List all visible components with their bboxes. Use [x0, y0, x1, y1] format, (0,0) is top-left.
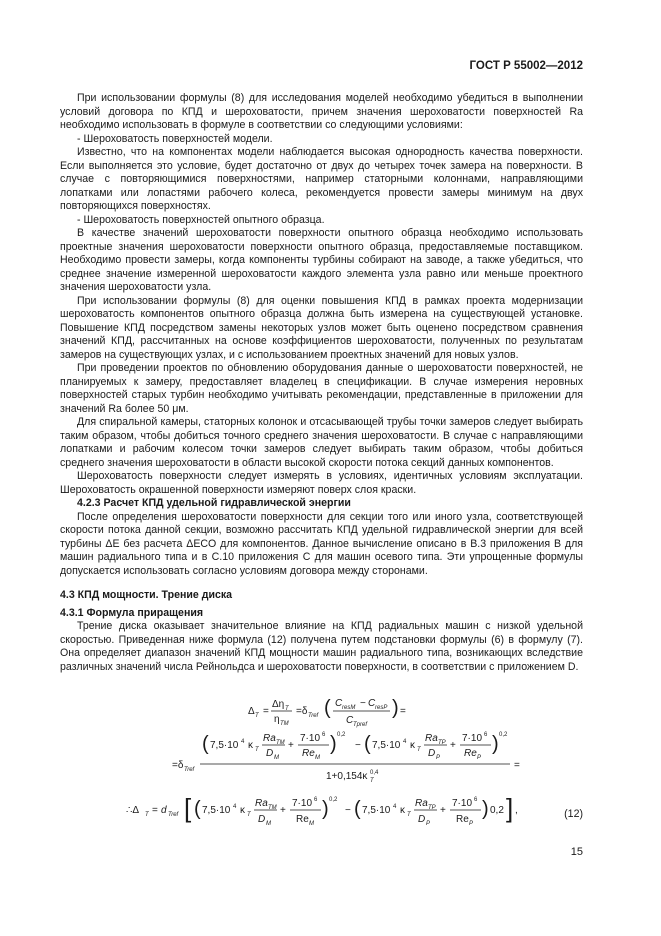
equation-number: (12) — [564, 808, 583, 820]
formula-denominator: 1+0,154κ — [326, 771, 368, 782]
formula-exponent: 6 — [314, 797, 318, 803]
svg-text:Ra: Ra — [255, 798, 268, 809]
formula-exponent: 0,2 — [329, 797, 338, 803]
svg-text:M: M — [274, 755, 279, 761]
svg-text:): ) — [392, 697, 399, 719]
paragraph: В качестве значений шероховатости поверхности опытного образца необходимо использовать проектные значения шероховатости поверхности опытного образца, предоставляемые поставщиком. Необходимо провести замеры, когда компоненты турбины собирают на заводе, а также убедиться, что среднее значение измеренной шероховатости каждого элемента узла равно или меньше проектного значения шероховатости узла. — [60, 227, 583, 293]
svg-text:Re: Re — [456, 814, 469, 825]
svg-text:(: ( — [364, 733, 371, 755]
formula-constant: 7,5·10 — [362, 805, 391, 816]
paragraph: Известно, что на компонентах модели наблюдается высокая однородность качества поверхности. Если выполняется это условие, будет достаточно от двух до четырех точек замера на поверхности. В случае с повторяющимися поверхностями, например статорными колоннами, направляющими лопатками или лопастями рабочего колеса, рекомендуется провести замеры минимум на двух повторяющихся поверхностях. — [60, 146, 583, 212]
formula-exponent: 0,2 — [337, 732, 346, 738]
svg-text:M: M — [309, 821, 314, 827]
paragraph: После определения шероховатости поверхности для секции того или иного узла, соответствующей скорости потока данной секции, возможно рассчитать КПД удельной гидравлической энергии для всей турбины ΔE без расчета ΔECO для компонентов. Данное вычисление описано в В.3 приложения В для машин радиального типа и в С.10 приложения С для машин осевого типа. Эти упрощенные формулы допускается использовать согласно условиям договора между сторонами. — [60, 510, 583, 577]
svg-text:D: D — [418, 814, 426, 825]
section-heading-4-3-1: 4.3.1 Формула приращения — [60, 606, 204, 619]
formula-constant: 7·10 — [300, 733, 321, 744]
svg-text:resP: resP — [375, 705, 388, 711]
svg-text:+: + — [288, 740, 294, 751]
formula-constant: 7,5·10 — [372, 740, 401, 751]
standard-header: ГОСТ Р 55002—2012 — [469, 60, 583, 72]
svg-text:+: + — [440, 805, 446, 816]
svg-text:T: T — [255, 713, 259, 719]
svg-text:−: − — [345, 805, 351, 816]
formula-exponent: 4 — [403, 739, 407, 745]
svg-text:]: ] — [506, 793, 514, 823]
svg-text:D: D — [258, 814, 266, 825]
svg-text:P: P — [426, 821, 431, 827]
paragraph: При использовании формулы (8) для оценки повышения КПД в рамках проекта модернизации шероховатость компонентов опытного образца должна быть измерена на существующей установке. Повышение КПД посредством замены некоторых узлов может быть оценено посредством сравнения значений КПД, рассчитанных на основе коэффициентов шероховатости, полученных по результатам замеров на существующих узлах, и с использованием проектных значений для новых узлов. — [60, 294, 583, 361]
svg-text:+: + — [280, 805, 286, 816]
svg-text:(: ( — [194, 798, 201, 820]
svg-text:Tref: Tref — [184, 767, 195, 773]
paragraph: При проведении проектов по обновлению оборудования данные о шероховатости поверхностей, не планируемых к замеру, предоставляет владелец в спецификации. В случае измерения неровных поверхностей старых турбин необходимо учитывать рекомендации, представленные в приложении для значений Ra более 50 μм. — [60, 362, 583, 415]
svg-text:Tref: Tref — [308, 713, 319, 719]
section-heading-4-3: 4.3 КПД мощности. Трение диска — [60, 589, 233, 601]
paragraph: - Шероховатость поверхностей модели. — [77, 132, 273, 145]
document-body — [60, 92, 583, 674]
svg-text:κ: κ — [400, 805, 405, 816]
svg-text:(: ( — [324, 697, 331, 719]
formula-constant: 7·10 — [462, 733, 483, 744]
svg-text:T: T — [417, 747, 421, 753]
svg-text:C: C — [368, 698, 376, 709]
svg-text:TM: TM — [276, 740, 285, 746]
svg-text:κ: κ — [240, 805, 245, 816]
formula-exponent: 6 — [474, 797, 478, 803]
svg-text:): ) — [482, 798, 489, 820]
formula-constant: 7·10 — [452, 798, 473, 809]
svg-text:): ) — [330, 733, 337, 755]
svg-text:Re: Re — [296, 814, 309, 825]
paragraph: Шероховатость поверхности следует измерять в условиях, идентичных условиям эксплуатации. Шероховатость окрашенной поверхности измеряют поверх слоя краски. — [60, 470, 583, 496]
svg-text:=: = — [400, 706, 406, 717]
svg-text:κ: κ — [248, 740, 253, 751]
svg-text:(: ( — [202, 733, 209, 755]
svg-text:=: = — [263, 706, 269, 717]
svg-text:d: d — [161, 805, 167, 816]
svg-text:P: P — [436, 755, 441, 761]
svg-text:κ: κ — [410, 740, 415, 751]
svg-text:TM: TM — [280, 721, 289, 727]
svg-text:+: + — [450, 740, 456, 751]
formula-constant: 7,5·10 — [202, 805, 231, 816]
svg-text:−: − — [355, 740, 361, 751]
svg-text:,: , — [515, 805, 518, 816]
formula-exponent: 0,2 — [499, 732, 508, 738]
svg-text:−: − — [360, 698, 366, 709]
svg-text:C: C — [335, 698, 343, 709]
svg-text:P: P — [477, 755, 482, 761]
svg-text:M: M — [266, 821, 271, 827]
svg-text:D: D — [266, 748, 274, 759]
svg-text:0,4: 0,4 — [370, 770, 379, 776]
svg-text:C: C — [346, 715, 354, 726]
formula-constant: 7,5·10 — [210, 740, 239, 751]
svg-text:T: T — [285, 706, 289, 712]
svg-text:Re: Re — [302, 748, 315, 759]
paragraph: При использовании формулы (8) для исследования моделей необходимо убедиться в выполнении условий договора по КПД и шероховатости, причем значения шероховатости поверхностей Ra необходимо использовать в формуле в соответствии со следующими условиями: — [60, 92, 583, 131]
svg-text:T: T — [145, 812, 149, 818]
svg-text:=δ: =δ — [296, 706, 308, 717]
formula-graphic — [60, 692, 583, 832]
formula-constant: 7·10 — [292, 798, 313, 809]
svg-text:Ra: Ra — [263, 733, 276, 744]
svg-text:=δ: =δ — [172, 760, 184, 771]
formula-exponent: 4 — [233, 804, 237, 810]
svg-text:D: D — [428, 748, 436, 759]
svg-text:P: P — [469, 821, 474, 827]
paragraph: Для спиральной камеры, статорных колонок и отсасывающей трубы точки замеров следует выбирать таким образом, чтобы добиться точного среднего значения шероховатости. В случае с направляющими лопатками и рабочим колесом точки замеров следует выбирать таким образом, чтобы добиться среднего значения шероховатости в области высокой скорости потока секций данных компонентов. — [60, 416, 583, 469]
svg-text:Ra: Ra — [415, 798, 428, 809]
svg-text:): ) — [322, 798, 329, 820]
svg-text:TP: TP — [438, 740, 446, 746]
svg-text:∴Δ: ∴Δ — [126, 805, 140, 816]
svg-text:Tpref: Tpref — [353, 722, 368, 728]
svg-text:T: T — [370, 778, 374, 784]
svg-text:): ) — [492, 733, 499, 755]
formula-exponent: 4 — [241, 739, 245, 745]
formula-12 — [60, 692, 583, 832]
svg-text:TM: TM — [268, 805, 277, 811]
formula-exponent: 6 — [484, 732, 488, 738]
svg-text:(: ( — [354, 798, 361, 820]
page-number: 15 — [570, 846, 583, 858]
svg-text:Δη: Δη — [272, 699, 285, 710]
svg-text:resM: resM — [342, 705, 356, 711]
paragraph: - Шероховатость поверхностей опытного образца. — [77, 213, 325, 226]
svg-text:M: M — [315, 755, 320, 761]
svg-text:Re: Re — [464, 748, 477, 759]
svg-text:TP: TP — [428, 805, 436, 811]
section-heading-4-2-3: 4.2.3 Расчет КПД удельной гидравлической энергии — [77, 497, 351, 509]
svg-text:T: T — [247, 812, 251, 818]
formula-exponent: 4 — [393, 804, 397, 810]
svg-text:η: η — [274, 714, 280, 725]
svg-text:Tref: Tref — [168, 812, 179, 818]
svg-text:T: T — [255, 747, 259, 753]
formula-exponent: 0,2 — [490, 805, 504, 816]
formula-exponent: 6 — [322, 732, 326, 738]
svg-text:=: = — [514, 760, 520, 771]
paragraph: Трение диска оказывает значительное влияние на КПД радиальных машин с низкой удельной скоростью. Приведенная ниже формула (12) получена путем подстановки формулы (6) в формулу (7). Она определяет диапазон значений КПД мощности машин радиального типа, возникающих вследствие различных значений числа Рейнольдса и шероховатости поверхности, в соответствии с приложением D. — [60, 620, 583, 673]
svg-text:[: [ — [184, 793, 192, 823]
svg-text:=: = — [152, 805, 158, 816]
svg-text:Ra: Ra — [425, 733, 438, 744]
svg-text:T: T — [407, 812, 411, 818]
svg-text:Δ: Δ — [248, 706, 255, 717]
